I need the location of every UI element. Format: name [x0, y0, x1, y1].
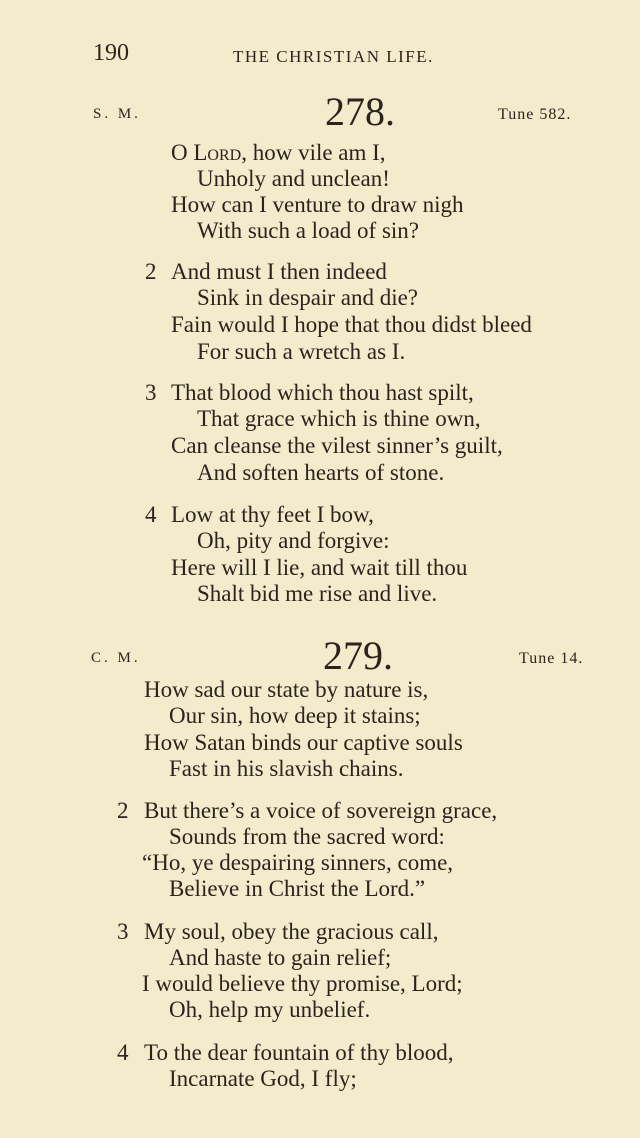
verse-line: That grace which is thine own,: [197, 406, 481, 431]
page-number: 190: [93, 40, 129, 66]
verse-number: 3: [117, 919, 129, 944]
verse-line: Oh, pity and forgive:: [197, 528, 390, 553]
hymn-meter: C. M.: [91, 650, 141, 666]
verse-line: I would believe thy promise, Lord;: [142, 971, 463, 996]
verse-number: 4: [145, 502, 157, 527]
first-word-capital: O L: [171, 140, 208, 165]
verse-number: 2: [145, 259, 157, 284]
hymn-tune: Tune 582.: [498, 106, 572, 123]
hymn-meter: S. M.: [93, 106, 141, 122]
verse-line: Unholy and unclean!: [197, 166, 390, 191]
verse-line: That blood which thou hast spilt,: [171, 380, 474, 405]
verse-line: Here will I lie, and wait till thou: [171, 555, 468, 580]
verse-number: 4: [117, 1040, 129, 1065]
verse-line: How sad our state by nature is,: [144, 677, 429, 702]
verse-line: Believe in Christ the Lord.”: [169, 876, 426, 901]
verse-line: Oh, help my unbelief.: [169, 997, 371, 1022]
verse-line: Fast in his slavish chains.: [169, 756, 404, 781]
verse-number: 3: [145, 380, 157, 405]
hymn-header: [0, 630, 640, 680]
first-line-rest: , how vile am I,: [241, 140, 386, 165]
verse-line: [171, 140, 386, 166]
verse-line: And haste to gain relief;: [169, 945, 392, 970]
verse-line: How can I venture to draw nigh: [171, 192, 464, 217]
verse-line: My soul, obey the gracious call,: [144, 919, 439, 944]
verse-line: And must I then indeed: [171, 259, 387, 284]
verse-line: Low at thy feet I bow,: [171, 502, 374, 527]
first-word-small-caps: ord: [207, 140, 242, 165]
verse-line: For such a wretch as I.: [197, 339, 406, 364]
verse-line: To the dear fountain of thy blood,: [144, 1040, 454, 1065]
verse-line: And soften hearts of stone.: [197, 460, 445, 485]
verse-line: Sink in despair and die?: [197, 285, 419, 310]
hymn-header: [0, 88, 640, 138]
hymn-number: 279.: [323, 633, 393, 678]
verse-line: Our sin, how deep it stains;: [169, 703, 421, 728]
verse-line: But there’s a voice of sovereign grace,: [144, 798, 498, 823]
running-head: THE CHRISTIAN LIFE.: [233, 47, 434, 66]
hymn-number: 278.: [325, 89, 395, 134]
hymn-tune: Tune 14.: [519, 650, 584, 667]
verse-line: “Ho, ye despairing sinners, come,: [142, 850, 454, 875]
verse-line: With such a load of sin?: [197, 218, 419, 243]
verse-line: How Satan binds our captive souls: [144, 730, 463, 755]
verse-line: Sounds from the sacred word:: [169, 824, 445, 849]
verse-line: Shalt bid me rise and live.: [197, 581, 438, 606]
verse-line: Incarnate God, I fly;: [169, 1066, 357, 1091]
verse-line: Can cleanse the vilest sinner’s guilt,: [171, 433, 503, 458]
verse-number: 2: [117, 798, 129, 823]
verse-line: Fain would I hope that thou didst bleed: [171, 312, 532, 337]
